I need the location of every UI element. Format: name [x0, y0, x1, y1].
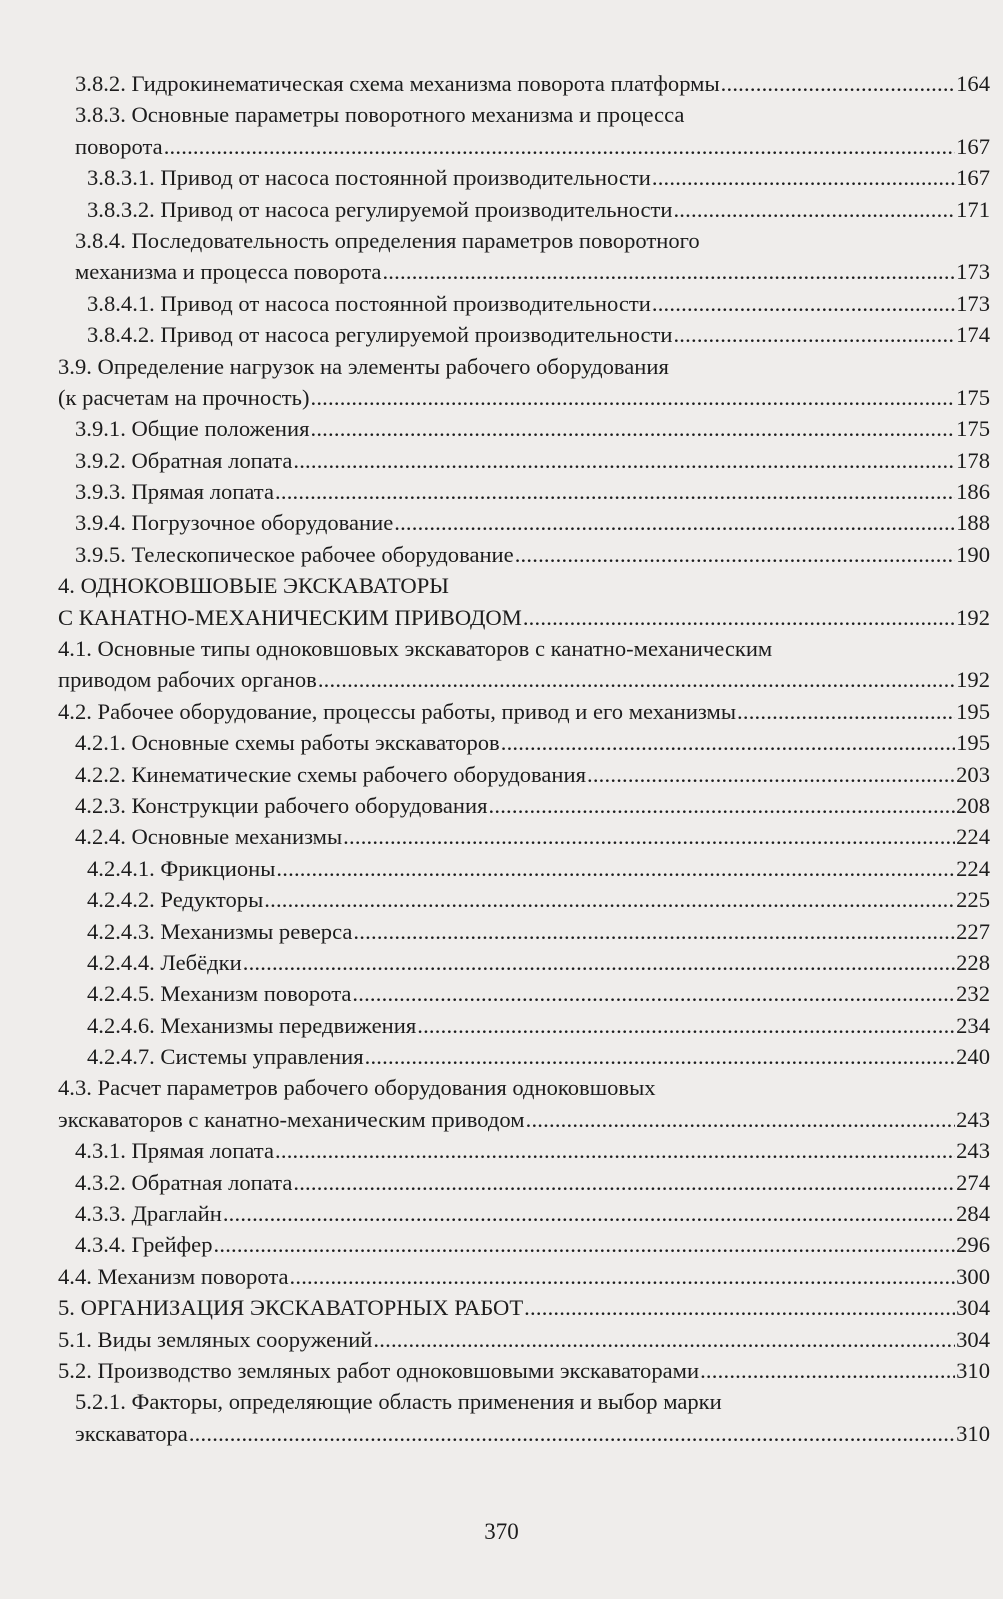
toc-entry-title: 5.2.1. Факторы, определяющие область применения и выбор марки	[75, 1389, 722, 1415]
toc-entry-title: 4.3.4. Грейфер	[75, 1232, 213, 1258]
toc-entry-title: 4.2.2. Кинематические схемы рабочего оборудования	[75, 761, 586, 787]
toc-entry	[58, 1198, 990, 1229]
toc-entry	[58, 351, 990, 382]
toc-entry-page: 175	[956, 384, 990, 410]
toc-entry-page: 243	[956, 1138, 990, 1164]
toc-entry-page: 195	[956, 698, 990, 724]
toc-entry-page: 174	[956, 322, 990, 348]
toc-entry-page: 208	[956, 792, 990, 818]
toc-entry-page: 300	[956, 1263, 990, 1289]
toc-entry-title: 3.8.3.2. Привод от насоса регулируемой производительности	[87, 196, 673, 222]
table-of-contents	[58, 68, 990, 1449]
toc-entry-title: приводом рабочих органов	[58, 667, 317, 693]
dot-leader	[515, 539, 955, 570]
toc-entry-title: 3.9.2. Обратная лопата	[75, 447, 293, 473]
toc-entry	[58, 162, 990, 193]
toc-entry-title: 5. ОРГАНИЗАЦИЯ ЭКСКАВАТОРНЫХ РАБОТ	[58, 1295, 524, 1321]
dot-leader	[310, 413, 955, 444]
toc-entry-title: (к расчетам на прочность)	[58, 384, 310, 410]
toc-entry-page: 310	[956, 1420, 990, 1446]
toc-entry	[58, 1229, 990, 1260]
dot-leader	[587, 759, 955, 790]
toc-entry-page: 167	[956, 165, 990, 191]
dot-leader	[243, 947, 955, 978]
toc-entry-page: 243	[956, 1106, 990, 1132]
dot-leader	[353, 916, 955, 947]
toc-entry	[58, 790, 990, 821]
toc-entry-page: 192	[956, 604, 990, 630]
dot-leader	[673, 194, 955, 225]
dot-leader	[394, 507, 955, 538]
toc-entry-title: экскаваторов с канатно-механическим приводом	[58, 1106, 525, 1132]
toc-entry-title: 4.1. Основные типы одноковшовых экскаваторов с канатно-механическим	[58, 636, 773, 662]
dot-leader	[223, 1198, 955, 1229]
toc-entry	[58, 1167, 990, 1198]
toc-entry-page: 171	[956, 196, 990, 222]
toc-entry	[58, 319, 990, 350]
toc-entry-page: 188	[956, 510, 990, 536]
dot-leader	[293, 445, 955, 476]
dot-leader	[310, 382, 955, 413]
toc-entry-title: 4.2.4.4. Лебёдки	[87, 949, 242, 975]
toc-entry	[58, 1292, 990, 1323]
toc-entry-title: 3.8.4. Последовательность определения параметров поворотного	[75, 227, 700, 253]
dot-leader	[417, 1010, 955, 1041]
toc-entry-title: экскаватора	[75, 1420, 188, 1446]
toc-entry-page: 304	[956, 1326, 990, 1352]
toc-entry	[58, 1010, 990, 1041]
toc-entry-page: 175	[956, 416, 990, 442]
toc-entry	[58, 1386, 990, 1417]
dot-leader	[526, 1104, 956, 1135]
toc-entry-page: 173	[956, 259, 990, 285]
toc-entry-page: 284	[956, 1201, 990, 1227]
toc-entry-page: 173	[956, 290, 990, 316]
toc-entry	[58, 1135, 990, 1166]
dot-leader	[524, 1292, 955, 1323]
toc-entry-page: 234	[956, 1012, 990, 1038]
toc-entry-page: 296	[956, 1232, 990, 1258]
toc-entry	[58, 602, 990, 633]
toc-entry	[58, 445, 990, 476]
toc-entry-title: 4.4. Механизм поворота	[58, 1263, 289, 1289]
toc-entry-title: 4.3.1. Прямая лопата	[75, 1138, 274, 1164]
dot-leader	[276, 853, 955, 884]
toc-entry	[58, 1261, 990, 1292]
toc-entry-page: 304	[956, 1295, 990, 1321]
toc-entry	[58, 916, 990, 947]
toc-entry	[58, 884, 990, 915]
toc-entry-title: 3.8.3. Основные параметры поворотного механизма и процесса	[75, 102, 685, 128]
toc-entry-page: 310	[956, 1358, 990, 1383]
toc-entry-title: 3.9.1. Общие положения	[75, 416, 310, 442]
toc-entry-title: 3.8.4.1. Привод от насоса постоянной производительности	[87, 290, 651, 316]
toc-entry-page: 227	[956, 918, 990, 944]
toc-entry	[58, 696, 990, 727]
toc-entry-title: 3.9.4. Погрузочное оборудование	[75, 510, 394, 536]
toc-entry	[58, 633, 990, 664]
toc-entry-page: 274	[956, 1169, 990, 1195]
dot-leader	[737, 696, 955, 727]
toc-entry	[58, 131, 990, 162]
toc-entry	[58, 539, 990, 570]
toc-entry-page: 232	[956, 981, 990, 1007]
toc-entry-title: 5.2. Производство земляных работ одноковшовыми экскаваторами	[58, 1358, 700, 1383]
toc-entry-page: 224	[956, 855, 990, 881]
toc-entry-title: 5.1. Виды земляных сооружений	[58, 1326, 373, 1352]
toc-entry-title: 4.2.1. Основные схемы работы экскаваторов	[75, 730, 500, 756]
toc-entry-title: 4.2.3. Конструкции рабочего оборудования	[75, 792, 488, 818]
toc-entry	[58, 476, 990, 507]
toc-entry-page: 178	[956, 447, 990, 473]
toc-entry-title: 4.2.4. Основные механизмы	[75, 824, 343, 850]
toc-entry-title: 3.9. Определение нагрузок на элементы рабочего оборудования	[58, 353, 669, 379]
page-number: 370	[484, 1519, 519, 1544]
toc-entry-page: 186	[956, 479, 990, 505]
toc-entry-page: 190	[956, 541, 990, 567]
dot-leader	[343, 821, 955, 852]
toc-entry-title: механизма и процесса поворота	[75, 259, 382, 285]
toc-entry-title: 4.2.4.7. Системы управления	[87, 1044, 364, 1070]
dot-leader	[373, 1324, 955, 1355]
dot-leader	[721, 68, 955, 99]
toc-entry-title: С КАНАТНО-МЕХАНИЧЕСКИМ ПРИВОДОМ	[58, 604, 522, 630]
toc-entry	[58, 1418, 990, 1449]
toc-entry	[58, 853, 990, 884]
dot-leader	[700, 1355, 955, 1386]
toc-entry-title: 3.9.5. Телескопическое рабочее оборудование	[75, 541, 514, 567]
toc-entry-page: 240	[956, 1044, 990, 1070]
toc-entry	[58, 947, 990, 978]
dot-leader	[293, 1167, 955, 1198]
toc-entry-page: 224	[956, 824, 990, 850]
toc-entry-page: 203	[956, 761, 990, 787]
toc-entry	[58, 821, 990, 852]
dot-leader	[275, 1135, 955, 1166]
toc-entry	[58, 507, 990, 538]
toc-entry	[58, 225, 990, 256]
toc-entry-title: 4. ОДНОКОВШОВЫЕ ЭКСКАВАТОРЫ	[58, 573, 449, 599]
dot-leader	[214, 1229, 956, 1260]
toc-entry-title: 4.2. Рабочее оборудование, процессы работы, привод и его механизмы	[58, 698, 737, 724]
toc-entry	[58, 68, 990, 99]
toc-entry	[58, 288, 990, 319]
toc-entry	[58, 664, 990, 695]
toc-entry-title: поворота	[75, 133, 163, 159]
dot-leader	[652, 288, 955, 319]
dot-leader	[290, 1261, 956, 1292]
toc-entry-title: 4.2.4.5. Механизм поворота	[87, 981, 352, 1007]
dot-leader	[318, 664, 955, 695]
dot-leader	[365, 1041, 956, 1072]
toc-entry	[58, 570, 990, 601]
dot-leader	[382, 256, 955, 287]
dot-leader	[164, 131, 955, 162]
toc-entry	[58, 194, 990, 225]
dot-leader	[489, 790, 956, 821]
dot-leader	[501, 727, 955, 758]
dot-leader	[264, 884, 955, 915]
toc-entry	[58, 413, 990, 444]
toc-entry-page: 167	[956, 133, 990, 159]
toc-entry	[58, 1324, 990, 1355]
toc-entry-title: 4.3.3. Драглайн	[75, 1201, 222, 1227]
toc-entry-title: 3.8.4.2. Привод от насоса регулируемой производительности	[87, 322, 673, 348]
dot-leader	[189, 1418, 955, 1449]
toc-entry	[58, 727, 990, 758]
toc-entry-title: 4.2.4.3. Механизмы реверса	[87, 918, 353, 944]
toc-entry	[58, 256, 990, 287]
toc-entry-page: 228	[956, 949, 990, 975]
dot-leader	[275, 476, 955, 507]
dot-leader	[652, 162, 955, 193]
toc-entry	[58, 382, 990, 413]
toc-entry-title: 4.2.4.6. Механизмы передвижения	[87, 1012, 417, 1038]
toc-entry-title: 3.9.3. Прямая лопата	[75, 479, 274, 505]
dot-leader	[352, 978, 955, 1009]
dot-leader	[673, 319, 955, 350]
toc-entry-page: 164	[956, 70, 990, 96]
toc-entry	[58, 1104, 990, 1135]
toc-entry	[58, 1355, 990, 1386]
toc-entry	[58, 1073, 990, 1104]
toc-entry-page: 192	[956, 667, 990, 693]
toc-entry-page: 225	[956, 887, 990, 913]
toc-entry-page: 195	[956, 730, 990, 756]
toc-entry-title: 4.2.4.2. Редукторы	[87, 887, 264, 913]
toc-entry-title: 4.3. Расчет параметров рабочего оборудования одноковшовых	[58, 1075, 656, 1101]
toc-entry	[58, 1041, 990, 1072]
toc-entry-title: 3.8.3.1. Привод от насоса постоянной производительности	[87, 165, 651, 191]
toc-entry	[58, 978, 990, 1009]
toc-entry	[58, 759, 990, 790]
toc-entry-title: 4.2.4.1. Фрикционы	[87, 855, 276, 881]
toc-entry	[58, 99, 990, 130]
dot-leader	[523, 602, 955, 633]
toc-entry-title: 4.3.2. Обратная лопата	[75, 1169, 293, 1195]
toc-entry-title: 3.8.2. Гидрокинематическая схема механизма поворота платформы	[75, 70, 720, 96]
